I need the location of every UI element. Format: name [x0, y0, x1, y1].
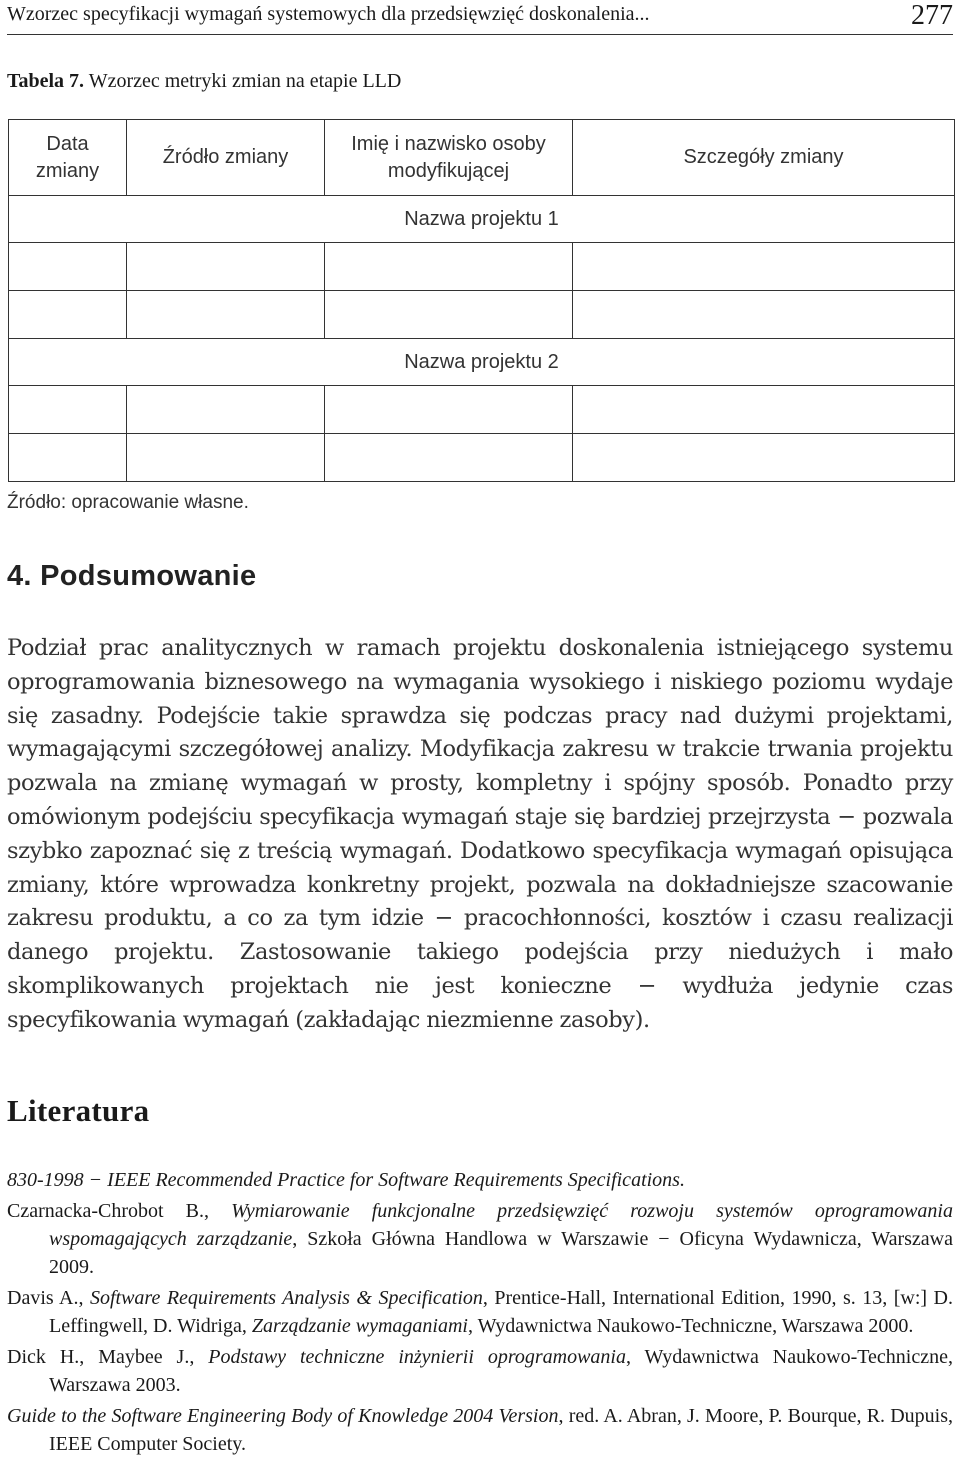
- reference-title: 830-1998 − IEEE Recommended Practice for Software Requirements Specifications.: [7, 1169, 685, 1191]
- reference-item: [7, 1343, 953, 1399]
- reference-publisher: , Wydawnictwa Naukowo-Techniczne, Warszawa 2000.: [467, 1315, 914, 1337]
- project-name: Nazwa projektu 2: [9, 339, 955, 386]
- reference-item: [7, 1284, 953, 1340]
- table-cell: [325, 434, 573, 482]
- reference-title: Podstawy techniczne inżynierii oprogramowania: [208, 1346, 626, 1368]
- reference-title: Zarządzanie wymaganiami: [251, 1315, 468, 1337]
- table-cell: [573, 243, 955, 291]
- table-row: [9, 434, 955, 482]
- reference-title: Software Requirements Analysis & Specification: [89, 1287, 483, 1309]
- table-cell: [573, 291, 955, 339]
- section-heading-summary: 4. Podsumowanie: [7, 560, 257, 592]
- table-cell: [573, 434, 955, 482]
- page-number: 277: [911, 0, 953, 31]
- table-cell: [127, 291, 325, 339]
- column-header-source: Źródło zmiany: [127, 120, 325, 196]
- table-cell: [9, 386, 127, 434]
- table-cell: [325, 243, 573, 291]
- reference-list: [7, 1166, 953, 1461]
- running-header: [7, 0, 953, 35]
- reference-item: [7, 1166, 953, 1194]
- reference-item: [7, 1197, 953, 1281]
- column-header-details: Szczegóły zmiany: [573, 120, 955, 196]
- table-cell: [127, 434, 325, 482]
- reference-publisher: , Wydawnictwa Naukowo-Techniczne, Warszawa 2003.: [49, 1346, 953, 1396]
- table-cell: [9, 243, 127, 291]
- table-caption: [7, 70, 401, 93]
- reference-publisher: , Szkoła Główna Handlowa w Warszawie − Oficyna Wydawnicza, Warszawa 2009.: [49, 1228, 953, 1278]
- table-row: [9, 386, 955, 434]
- column-header-date: Data zmiany: [9, 120, 127, 196]
- reference-author: Davis A.,: [7, 1287, 90, 1309]
- running-title: Wzorzec specyfikacji wymagań systemowych dla przedsięwzięć doskonalenia...: [7, 3, 650, 25]
- table-caption-label: Tabela 7.: [7, 70, 85, 92]
- table-cell: [9, 291, 127, 339]
- reference-item: [7, 1402, 953, 1458]
- reference-publisher: , red. A. Abran, J. Moore, P. Bourque, R. Dupuis, IEEE Computer Society.: [49, 1405, 954, 1455]
- table-row: [9, 243, 955, 291]
- table-cell: [573, 386, 955, 434]
- table-header-row: [9, 120, 955, 196]
- reference-title: Guide to the Software Engineering Body of Knowledge 2004 Version: [7, 1405, 559, 1427]
- literature-heading: Literatura: [7, 1093, 150, 1128]
- reference-publisher: , Prentice-Hall, International Edition, 1990, s. 13, [w:] D. Leffingwell, D. Widriga,: [49, 1287, 953, 1337]
- table-cell: [127, 243, 325, 291]
- summary-paragraph: Podział prac analitycznych w ramach projektu doskonalenia istniejącego systemu oprogramowania biznesowego na wymagania wysokiego i niskiego poziomu wydaje się zasadny. Podejście takie sprawdza się podczas pracy nad dużymi projektami, wymagającymi szczegółowej analizy. Modyfikacja zakresu w trakcie trwania projektu pozwala na zmianę wymagań w prosty, kompletny i spójny sposób. Ponadto przy omówionym podejściu specyfikacja wymagań staje się bardziej przejrzysta − pozwala szybko zapoznać się z treścią wymagań. Dodatkowo specyfikacja wymagań opisująca zmiany, które wprowadza konkretny projekt, pozwala na dokładniejsze szacowanie zakresu produktu, a co za tym idzie − pracochłonności, kosztów i czasu realizacji danego projektu. Zastosowanie takiego podejścia przy niedużych i mało skomplikowanych projektach nie jest konieczne − wydłuża jedynie czas specyfikowania wymagań (zakładając niezmienne zasoby).: [7, 635, 953, 1033]
- table-cell: [325, 291, 573, 339]
- table-cell: [9, 434, 127, 482]
- column-header-modifier: Imię i nazwisko osoby modyfikującej: [325, 120, 573, 196]
- table-cell: [325, 386, 573, 434]
- project-row: [9, 196, 955, 243]
- reference-author: Czarnacka-Chrobot B.,: [7, 1200, 232, 1222]
- table-source-note: Źródło: opracowanie własne.: [7, 492, 249, 513]
- reference-author: Dick H., Maybee J.,: [7, 1346, 209, 1368]
- table-cell: [127, 386, 325, 434]
- project-row: [9, 339, 955, 386]
- table-caption-text: Wzorzec metryki zmian na etapie LLD: [84, 70, 402, 92]
- reference-title: Wymiarowanie funkcjonalne przedsięwzięć rozwoju systemów oprogramowania wspomagających zarządzanie: [49, 1200, 953, 1250]
- project-name: Nazwa projektu 1: [9, 196, 955, 243]
- table-row: [9, 291, 955, 339]
- change-metric-table: [8, 119, 955, 482]
